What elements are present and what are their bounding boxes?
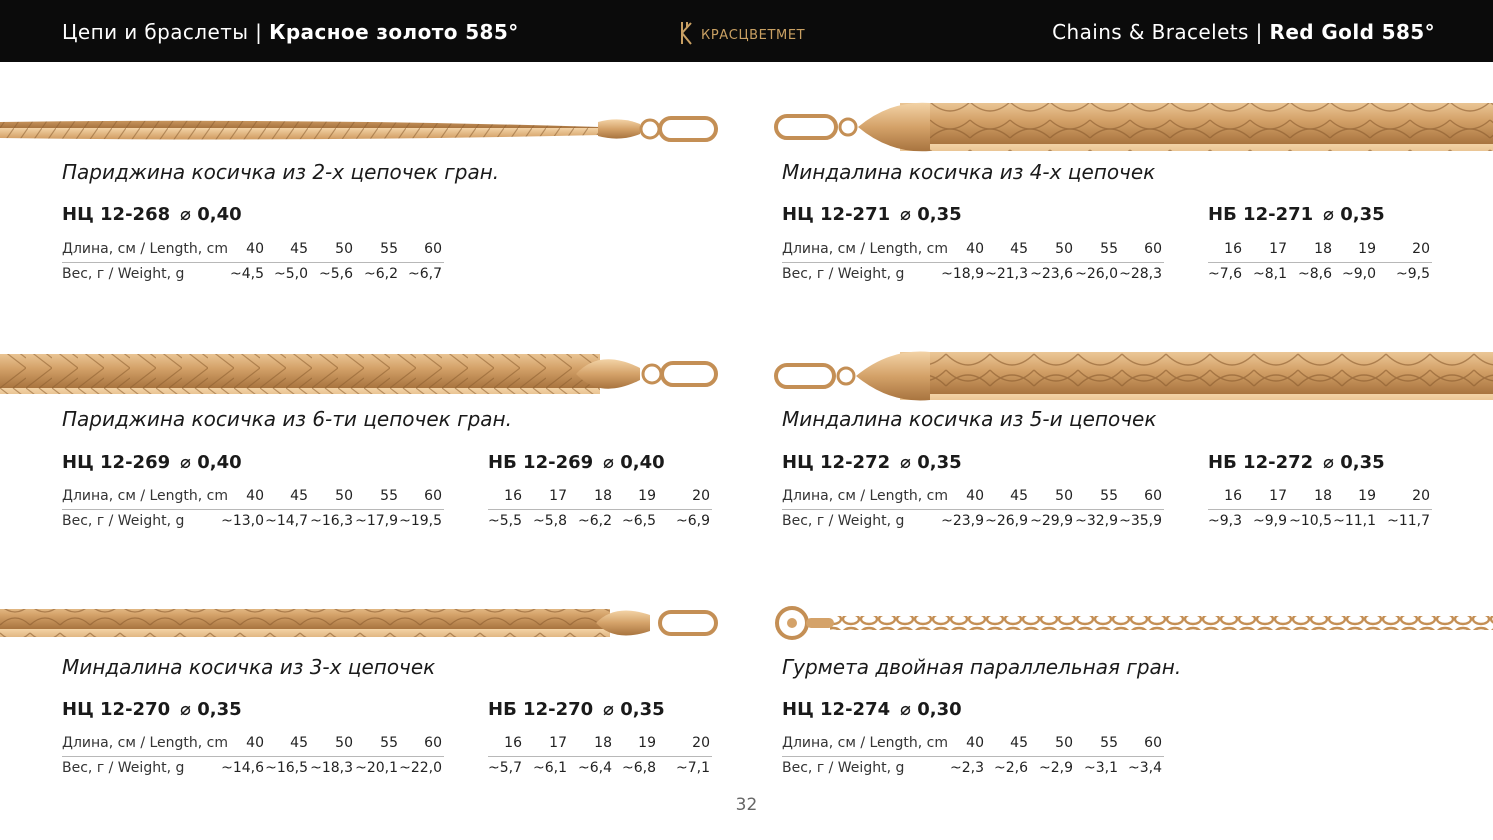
diameter-icon: ⌀ bbox=[180, 452, 191, 473]
product-code: НЦ 12-272 ⌀ 0,35 bbox=[782, 452, 962, 473]
product-code-bracelet: НБ 12-271 ⌀ 0,35 bbox=[1208, 204, 1385, 225]
brand-logo bbox=[679, 20, 805, 46]
chain-image-12-270 bbox=[0, 601, 720, 645]
product-title: Гурмета двойная параллельная гран. bbox=[782, 655, 1182, 679]
page-header bbox=[0, 0, 1493, 62]
product-title: Париджина косичка из 2-х цепочек гран. bbox=[62, 160, 500, 184]
product-title: Миндалина косичка из 3-х цепочек bbox=[62, 655, 436, 679]
product-code: НЦ 12-269 ⌀ 0,40 bbox=[62, 452, 242, 473]
product-code-bracelet: НБ 12-272 ⌀ 0,35 bbox=[1208, 452, 1385, 473]
product-code: НЦ 12-274 ⌀ 0,30 bbox=[782, 699, 962, 720]
product-title: Миндалина косичка из 4-х цепочек bbox=[782, 160, 1156, 184]
product-code: НЦ 12-271 ⌀ 0,35 bbox=[782, 204, 962, 225]
diameter-icon: ⌀ bbox=[180, 699, 191, 720]
product-code-bracelet: НБ 12-269 ⌀ 0,40 bbox=[488, 452, 665, 473]
spec-table: Длина, см / Length, cm 40 45 50 55 60 Вес, г / Weight, g ~14,6 ~16,5 ~18,3 ~20,1 ~22,0 bbox=[62, 732, 444, 781]
product-code-bracelet: НБ 12-270 ⌀ 0,35 bbox=[488, 699, 665, 720]
diameter-icon: ⌀ bbox=[900, 452, 911, 473]
spec-table: Длина, см / Length, cm 40 45 50 55 60 Вес, г / Weight, g ~4,5 ~5,0 ~5,6 ~6,2 ~6,7 bbox=[62, 238, 444, 287]
product-code: НЦ 12-270 ⌀ 0,35 bbox=[62, 699, 242, 720]
brand-name: КРАСЦВЕТМЕТ bbox=[701, 27, 806, 43]
diameter-icon: ⌀ bbox=[900, 204, 911, 225]
product-title: Париджина косичка из 6-ти цепочек гран. bbox=[62, 407, 512, 431]
diameter-icon: ⌀ bbox=[603, 452, 614, 473]
chain-image-12-268 bbox=[0, 108, 720, 150]
chain-image-12-272 bbox=[770, 346, 1493, 406]
spec-table: Длина, см / Length, cm 40 45 50 55 60 Вес, г / Weight, g ~13,0 ~14,7 ~16,3 ~17,9 ~19,5 bbox=[62, 485, 444, 534]
header-title-en: Chains & Bracelets | Red Gold 585° bbox=[1052, 20, 1435, 44]
diameter-icon: ⌀ bbox=[1323, 204, 1334, 225]
product-title: Миндалина косичка из 5-и цепочек bbox=[782, 407, 1157, 431]
header-title-ru: Цепи и браслеты | Красное золото 585° bbox=[62, 20, 519, 44]
diameter-icon: ⌀ bbox=[900, 699, 911, 720]
spec-table: Длина, см / Length, cm 40 45 50 55 60 Вес, г / Weight, g ~18,9 ~21,3 ~23,6 ~26,0 ~28,3 bbox=[782, 238, 1164, 287]
page-number: 32 bbox=[735, 795, 758, 815]
chain-image-12-271 bbox=[770, 96, 1493, 158]
diameter-icon: ⌀ bbox=[603, 699, 614, 720]
chain-image-12-274 bbox=[770, 598, 1493, 648]
spec-table-bracelet: 16 17 18 19 20 ~7,6 ~8,1 ~8,6 ~9,0 ~9,5 bbox=[1208, 238, 1432, 287]
spec-table-bracelet: 16 17 18 19 20 ~9,3 ~9,9 ~10,5 ~11,1 ~11,7 bbox=[1208, 485, 1432, 534]
chain-image-12-269 bbox=[0, 348, 720, 400]
product-code: НЦ 12-268 ⌀ 0,40 bbox=[62, 204, 242, 225]
brand-emblem-icon bbox=[679, 20, 697, 46]
spec-table: Длина, см / Length, cm 40 45 50 55 60 Вес, г / Weight, g ~2,3 ~2,6 ~2,9 ~3,1 ~3,4 bbox=[782, 732, 1164, 781]
diameter-icon: ⌀ bbox=[1323, 452, 1334, 473]
spec-table: Длина, см / Length, cm 40 45 50 55 60 Вес, г / Weight, g ~23,9 ~26,9 ~29,9 ~32,9 ~35,9 bbox=[782, 485, 1164, 534]
spec-table-bracelet: 16 17 18 19 20 ~5,7 ~6,1 ~6,4 ~6,8 ~7,1 bbox=[488, 732, 712, 781]
spec-table-bracelet: 16 17 18 19 20 ~5,5 ~5,8 ~6,2 ~6,5 ~6,9 bbox=[488, 485, 712, 534]
diameter-icon: ⌀ bbox=[180, 204, 191, 225]
